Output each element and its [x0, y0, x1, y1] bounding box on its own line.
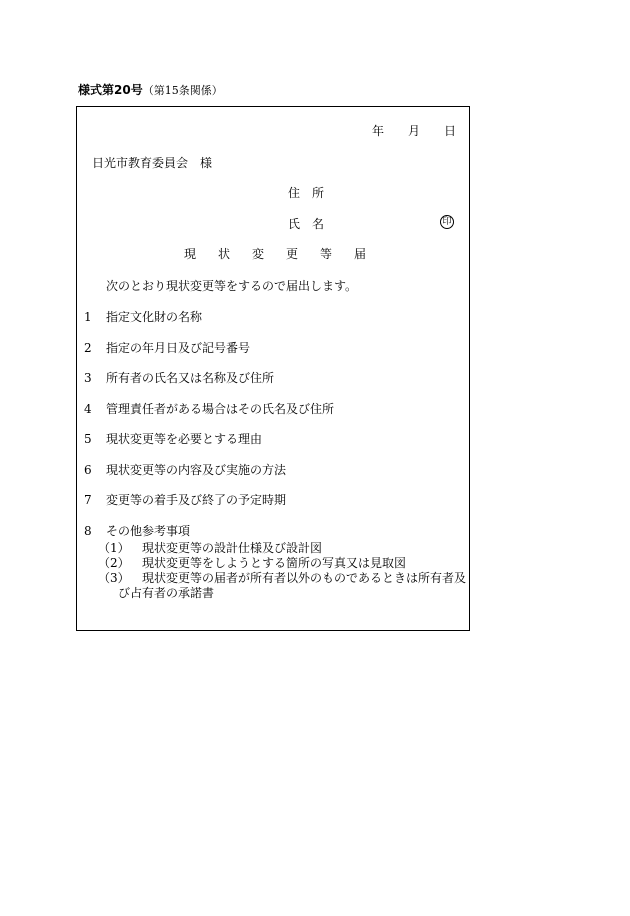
form-number: 様式第20号 [78, 83, 143, 97]
item-text: その他参考事項 [106, 524, 191, 538]
sub-item-number: （3） [98, 571, 130, 585]
item-text: 現状変更等を必要とする理由 [106, 432, 263, 446]
form-relation: （第15条関係） [142, 84, 223, 97]
date-year-label: 年 [372, 124, 385, 138]
sub-item-text: 現状変更等をしようとする箇所の写真又は見取図 [142, 556, 407, 570]
item-text: 指定の年月日及び記号番号 [106, 341, 251, 355]
item-text: 管理責任者がある場合はその氏名及び住所 [106, 402, 335, 416]
item-number: 3 [84, 371, 92, 385]
title-char: 届 [354, 247, 367, 261]
sub-item-text: 現状変更等の設計仕様及び設計図 [142, 541, 323, 555]
addressee: 日光市教育委員会 様 [92, 156, 213, 170]
address-label: 住 所 [288, 186, 325, 200]
item-number: 7 [84, 493, 92, 507]
item-number: 1 [84, 310, 92, 324]
item-number: 8 [84, 524, 92, 538]
title-char: 状 [218, 247, 231, 261]
item-text: 変更等の着手及び終了の予定時期 [106, 493, 287, 507]
title-char: 現 [184, 247, 197, 261]
title-char: 更 [286, 247, 299, 261]
item-number: 2 [84, 341, 92, 355]
title-char: 変 [252, 247, 265, 261]
form-number-heading [78, 84, 223, 96]
sub-item-text: 現状変更等の届者が所有者以外のものであるときは所有者及 [142, 571, 467, 585]
item-text: 指定文化財の名称 [106, 310, 203, 324]
item-number: 4 [84, 402, 92, 416]
item-number: 5 [84, 432, 92, 446]
name-label: 氏 名 [288, 217, 325, 231]
sub-item-number: （1） [98, 541, 130, 555]
seal-mark: 印 [440, 215, 454, 229]
item-number: 6 [84, 463, 92, 477]
date-month-label: 月 [408, 124, 421, 138]
intro-text: 次のとおり現状変更等をするので届出します。 [106, 279, 358, 293]
date-day-label: 日 [444, 124, 457, 138]
sub-item-number: （2） [98, 556, 130, 570]
item-text: 現状変更等の内容及び実施の方法 [106, 463, 287, 477]
item-text: 所有者の氏名又は名称及び住所 [106, 371, 275, 385]
sub-item-continuation: び占有者の承諾書 [118, 586, 215, 600]
title-char: 等 [320, 247, 333, 261]
